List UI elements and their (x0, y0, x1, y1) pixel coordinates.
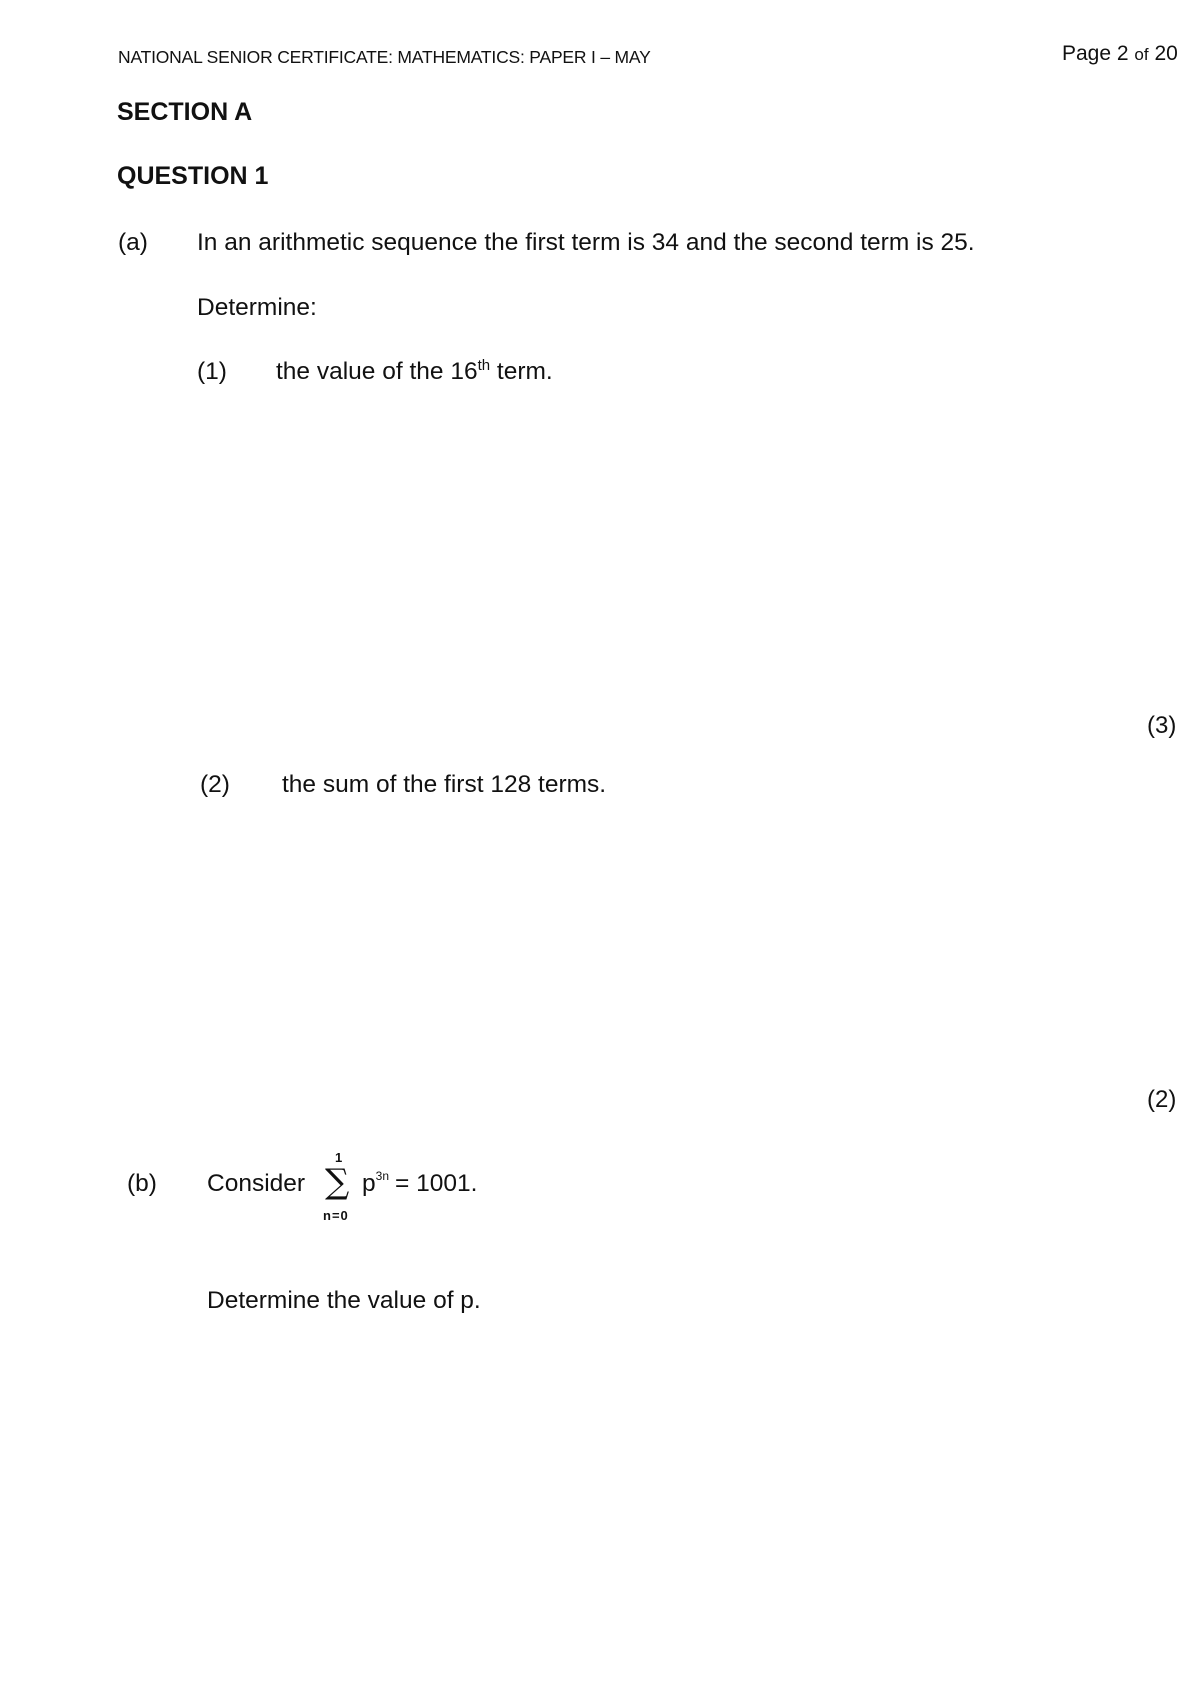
sub-question-2-label: (2) (200, 771, 230, 798)
marks-sub-question-2: (2) (1147, 1086, 1177, 1113)
question-title: QUESTION 1 (117, 162, 269, 190)
part-b-expression (362, 1170, 477, 1198)
sub-question-1-label: (1) (197, 358, 227, 385)
paper-title: NATIONAL SENIOR CERTIFICATE: MATHEMATICS: PAPER I – MAY (118, 47, 651, 67)
expression-rest: = 1001. (395, 1170, 478, 1197)
part-a-determine: Determine: (197, 294, 317, 321)
sigma-upper-limit: 1 (335, 1150, 343, 1165)
sub-question-1-text (276, 358, 553, 386)
page-number (1062, 42, 1178, 66)
page-word: Page 2 (1062, 42, 1129, 65)
sub-question-1-text-after: term. (490, 358, 553, 385)
part-b-label: (b) (127, 1170, 157, 1197)
sub-question-1-text-before: the value of the 16 (276, 358, 478, 385)
page-total: 20 (1154, 42, 1178, 65)
sub-question-2-text: the sum of the first 128 terms. (282, 771, 607, 798)
sigma-icon: ∑ (325, 1162, 350, 1202)
expression-exponent: 3n (375, 1169, 389, 1183)
part-b-consider: Consider (207, 1170, 306, 1197)
part-b-determine: Determine the value of p. (207, 1287, 481, 1314)
page-of: of (1134, 45, 1149, 64)
section-title: SECTION A (117, 98, 253, 126)
part-a-text: In an arithmetic sequence the first term is 34 and the second term is 25. (197, 229, 975, 256)
expression-base: p (362, 1170, 376, 1197)
sub-question-1-superscript: th (477, 357, 491, 374)
sigma-lower-limit: n=0 (323, 1208, 349, 1223)
marks-sub-question-1: (3) (1147, 712, 1177, 739)
summation (317, 1150, 363, 1230)
part-a-label: (a) (118, 229, 148, 256)
